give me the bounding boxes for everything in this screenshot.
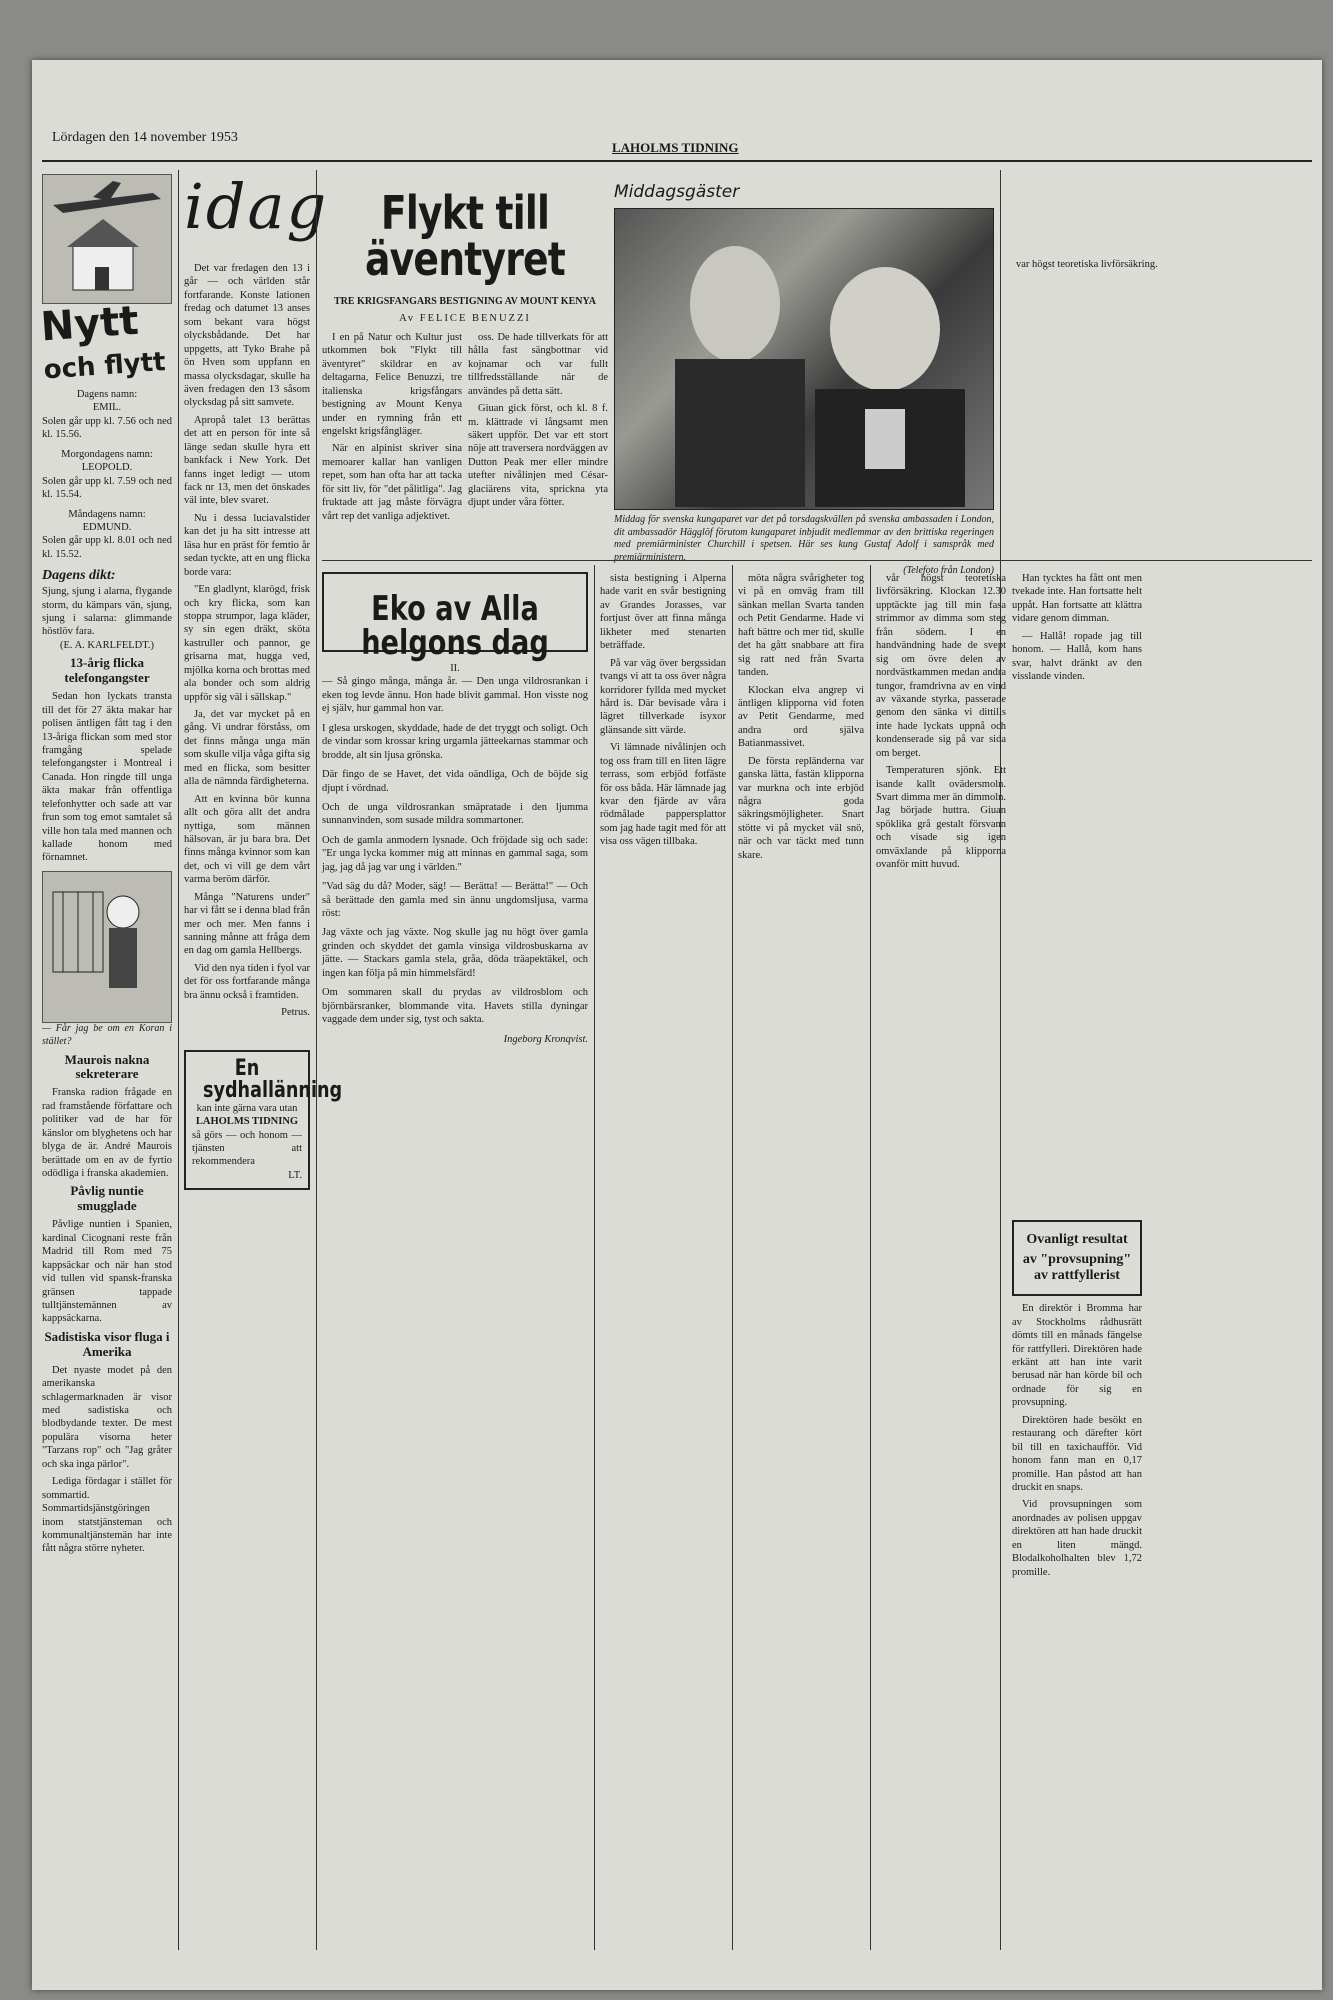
article-text: Franska radion frågade en rad framstående författare och politiker vad de har för känslor om blyghetens och har blyga de är. André Maurois berättade om en av de fyrtio odödliga i franska akademien. [42,1087,172,1179]
article-text: sista bestigning i Alperna hade varit en svår bestigning av Grandes Jorasses, var fortjust över att finna många likheter med stenarten beträffade. [600,573,726,652]
article-text: Det var fredagen den 13 i går — och världen står fortfarande. Konste lationen fredag och datumet 13 anses som bekant vara högst olycksbådande. Det har uppgetts, att Tyko Brahe på ön Hven som uppfann en massa olycksdagar, skulle ha även fredagen den 13 såsom olycksdag på sitt samvete. [184,263,310,409]
photo-middagsgaster [614,168,994,576]
article-text: På var väg över bergssidan tvangs vi att ta oss över några korridorer fyllda med mycket hård is. Där bevisade våra i lägret tillverkade isyxor glänsande sitt värde. [600,657,726,736]
article-text: Temperaturen sjönk. Ett isande kallt ovädersmoln. Svart dimma mer än dimmoln. Jag började huttra. Giuan spöklika grå gestalt försvann och visade sig igen omväxlande på klipporna ovanför mitt huvud. [876,765,1006,871]
day-name: EMIL. [92,402,122,414]
poem-stanza: — Så gingo många, många år. — Den unga vildrosrankan i eken tog levde ännu. Hon hade blivit gammal. Hon visste nog ej själv, hur gammal hon var. [322,676,588,715]
cartoon-caption: — Får jag be om en Koran i stället? [42,1022,172,1047]
article-text: Ja, det var mycket på en gång. Vi undrar förståss, om det finns många unga män som skulle vilja våga gifta sig med en flicka, som besitter alla de nämnda färdigheterna. [184,709,310,788]
article-heading: Påvlig nuntie smugglade [70,1183,144,1214]
ad-text: kan inte gärna vara utan [196,1102,298,1114]
poem-eko [322,572,588,1972]
article-text: När en alpinist skriver sina memoarer kallar han vanligen repet, som han ofta har att tacka för sitt liv, för "det pålitliga". Jag fruktade att jag måste förvägra vårt rep det vanliga adjektivet. [322,443,462,522]
article-text: En direktör i Bromma har av Stockholms rådhusrätt dömts till en månads fängelse för rattfylleri. Direktören hade erkänt att han inte varit berusad när han körde bil och ordnade för sig en provsupning. [1012,1303,1142,1409]
poem-stanza: I glesa urskogen, skyddade, hade de det tryggt och soligt. Och de vindar som krossar kring urgamla jätteekarnas stammar och brodde, alt sin ljusa grönska. [322,722,588,761]
photo-churchill-gustaf-adolf [614,208,994,510]
cartoon-illustration [42,871,172,1023]
article-text: De första repländerna var ganska lätta, fastän klipporna var murkna och inte erbjöd några goda säkringsmöjligheter. Snart stötte vi på mycket väl snö, när och var täckt med tunn skare. [738,755,864,861]
column-right-top [1006,168,1310,498]
article-text: Vi lämnade nivålinjen och tog oss fram till en liten lägre terrass, som erbjöd fotfäste för oss båda. Här lämnade jag kvar den fjärde av våra rödmålade pappersplattor som jag hade tagit med för att visa oss vägen tillbaka. [600,742,726,848]
column-rule [732,565,733,1950]
article-text: Många "Naturens under" har vi fått se i denna blad från mer och mer. Men fanns i sanning månne att fråga dem en dag om gamla Hellbergs. [184,891,310,957]
sun-time: Solen går upp kl. 7.56 och ned kl. 15.56. [42,415,172,441]
poem-stanza: "Vad säg du då? Moder, säg! — Berätta! — Berätta!" — Och så berättade den gamla med sin ännu ungdomsljusa, varma röst: [322,881,588,919]
article-text: Att en kvinna bör kunna allt och göra allt det andra nyttiga, som männen hälsovan, är ju bara bra. Det finns många kvinnor som kan det, och vi vill ge dem vårt varma beröm därför. [184,793,310,886]
dikt-author: (E. A. KARLFELDT.) [59,639,154,651]
article-text: "En gladlynt, klarögd, frisk och kry flicka, som kan stoppa strumpor, laga kläder, sy sin egen dräkt, sköta kastruller och pannor, ge grisarna mat, hugga ved, mjölka korna och brottas med ala bonder och som aldrig uppför sig väl i sällskap." [184,584,310,703]
article-text: I en på Natur och Kultur just utkommen bok "Flykt till äventyret" skildrar en av deltagarna, Felice Benuzzi, tre italienska krigsfångars bestigning av Mount Kenya under en rymning från ett engelskt krigsfångläger. [322,331,462,437]
column-rule [594,565,595,1950]
nytt-och-flytt-heading: Nytt och flytt [39,297,167,386]
flykt-subtitle: TRE KRIGSFANGARS BESTIGNING AV MOUNT KENYA [333,296,596,307]
paper-name: LAHOLMS TIDNING [612,140,739,155]
article-text: möta några svårigheter tog vi på en omväg fram till sänkan mellan Svarta tanden och Petit Gendarme. Hade vi haft bättre och mer tid, skulle det ha gått snabbare att fira sig ratt ned från Svarta tanden. [738,573,864,679]
dagens-dikt-heading: Dagens dikt: [42,568,116,584]
ovanligt-subheadline: av "provsupning" av rattfyllerist [1022,1252,1132,1284]
column-idag [184,168,343,1958]
article-text: oss. De hade tillverkats för att hålla fast sängbottnar vid kojnamar och var fullt tillfredsställande när de användes på detta sätt. [468,331,608,397]
author-signature: Petrus. [281,1007,310,1019]
poem-stanza: Och de unga vildrosrankan smäpratade i den ljumma sunnanvinden, som susade mildra sommartoner. [322,801,588,827]
article-text: Det nyaste modet på den amerikanska schlagermarknaden är visor med sadistiska och blodbydande texter. De mest populära visorna heter "Tarzans rop" och "Jag gråter och ska inga pärlor". [42,1364,172,1470]
flykt-continued-1 [600,572,726,1952]
article-text: Påvlige nuntien i Spanien, kardinal Cicognani reste från Madrid till Rom med 75 kappsäckar och när han stod vid tullen vid spansk-franska gränsen tappade tulltjänstemännen av kappsäckarna. [42,1219,172,1325]
airplane-house-illustration [42,174,172,304]
poem-part-number: II. [450,663,460,674]
sun-time: Solen går upp kl. 7.59 och ned kl. 15.54. [42,475,172,501]
idag-title: idag [184,170,329,243]
ad-text: så görs — och honom — tjänsten att rekommendera [192,1129,302,1168]
poem-stanza: Och de gamla anmodern lysnade. Och fröjdade sig och sade: "Er unga lycka kommer mig att minnas en gammal saga, som jag, jag då jag var ung i världen." [322,834,588,873]
poem-stanza: Där fingo de se Havet, det vida oändliga, Och de böjde sig djupt i vördnad. [322,769,588,794]
day-label: Morgondagens namn: [61,448,153,460]
article-flykt [322,168,608,563]
header-rule [42,160,1312,162]
article-text: Sedan hon lyckats transta till det för 27 äkta makar har polisen äntligen fått tag i den 13-åriga flickan som med stor framgång spelade telefongangster i Montreal i Canada. Hon ringde till unga äkta makar från offentliga telefonhytter och sade att var frun som tog emot samtalet så ville hon tala med mannen och kallade honom med förnamnet. [42,691,172,864]
article-text: Giuan gick först, och kl. 8 f. m. klättrade vi långsamt men säkert uppför. Det var ett stort nöje att traversera nordväggen av Dutton Peak mer eller mindre utefter nivålinjen med César-glaciärens vita, sprickna yta djupt under våra fötter. [468,403,608,509]
ovanligt-headline: Ovanligt resultat [1026,1232,1128,1247]
photo-heading: Middagsgäster [614,182,740,202]
ad-signature: LT. [288,1169,302,1181]
section-rule [322,560,1312,561]
article-heading: 13-årig flicka telefongangster [64,655,150,686]
article-text: Klockan elva angrep vi äntligen klipporna vid foten av Petit Gendarme, med andra ord själva Batianmassivet. [738,684,864,750]
article-text: vår högst teoretiska livförsäkring. Klockan 12.30 upptäckte jag till min fasa strimmor av dimma som steg från södern. I en handvändning hade de svept sig om övre delen av nordvästkammen medan andra tungor, framdrivna av en vind av växande styrka, passerade genom den sänka vi dittills inte hade lyckats uppnå och kondenserade sig på var sida om berget. [876,573,1006,759]
article-text: Apropå talet 13 berättas det att en person för inte så länge sedan skulle hyra ett bankfack i New York. Det fanns inget ledigt — utom fack nr 13, men det önskades väl inte, blev svaret. [184,414,310,507]
column-rule [178,170,179,1950]
photo-caption: Middag för svenska kungaparet var det på torsdagskvällen på svenska ambassaden i London, dit ambassadör Hägglöf förutom kungaparet inbjudit medlemmar av den brittiska regeringen med premiärminister Churchill i spetsen. Här ses kung Gustaf Adolf i samspråk med premiärministern. [614,513,994,564]
article-heading: Maurois nakna sekreterare [64,1051,150,1082]
day-name: EDMUND. [82,521,132,533]
column-rule [316,170,317,1950]
issue-date: Lördagen den 14 november 1953 [52,130,238,145]
flykt-continued-2 [738,572,864,1952]
article-text: Lediga fördagar i stället för sommartid. Sommartidsjänstgöringen inom statstjänsteman och kommunaltjänstemän har inte fått några större nyheter. [42,1476,172,1555]
article-text: Vid den nya tiden i fyol var det för oss fortfarande många bra ännu också i framtiden. [184,962,310,1001]
poem-author: Ingeborg Kronqvist. [503,1033,588,1045]
dagens-dikt-text: Sjung, sjung i alarna, flygande storm, du kämpars vän, sjung, sjung i salarna: glimmande höstlöv fara. [42,586,172,638]
article-text: Vid provsupningen som anordnades av polisen uppgav direktören att han hade druckit en liten mängd. Blodalkoholhalten blev 1,72 promille. [1012,1499,1142,1578]
flykt-headline: Flykt till äventyret [365,186,565,286]
poem-stanza: Om sommaren skall du prydas av vildrosblom och björnbärsranker, blommande vita. Havets stilla dyningar vaggade dem under sig, tyst och sakta. [322,987,588,1026]
article-text: Direktören hade besökt en restaurang och därefter kört bil till en taxichaufför. Vid honom fann man en 0,17 promille. Han påstod att han druckit en snaps. [1012,1414,1142,1493]
flykt-continued-3 [876,572,1006,1952]
ad-text: LAHOLMS TIDNING [195,1116,299,1128]
day-name: LEOPOLD. [81,462,133,474]
poem-stanza: Jag växte och jag växte. Nog skulle jag nu högt över gamla grinden och skyddet det gamla vinsiga vildrosbuskarna av jätte. — Stackars gamla stela, gråa, döda träapektäkel, och ingen kan följa på min himmelsfärd! [322,927,588,979]
sun-time: Solen går upp kl. 8.01 och ned kl. 15.52. [42,535,172,560]
article-text: Han tycktes ha fått ont men tvekade inte. Han fortsatte helt uppåt. Han fortsatte att klättra vidare genom dimman. [1012,573,1142,625]
flykt-continued-4 [1012,572,1142,1212]
day-label: Måndagens namn: [68,508,146,520]
newspaper-page [32,60,1322,1990]
ovanligt-title-box [1012,1220,1142,1296]
eko-headline: Eko av Alla helgons dag [361,589,549,663]
column-rule [870,565,871,1950]
article-heading: Sadistiska visor fluga i Amerika [44,1328,170,1359]
eko-title-box [322,572,588,663]
article-text: — Hallå! ropade jag till honom. — Hallå, kom hans svar, halvt dränkt av den visslande vinden. [1012,630,1142,683]
column-nytt-och-flytt [39,168,172,1958]
day-label: Dagens namn: [76,389,138,400]
photo-credit: (Telefoto från London) [903,564,994,576]
flykt-byline: Av FELICE BENUZZI [399,312,531,324]
article-text: Nu i dessa luciavalstider kan det ju ha sitt intresse att läsa hur en präst för femtio år sedan tyckte, att en ung flicka borde vara: [184,512,310,578]
article-ovanligt [1012,1220,1142,1970]
article-text: var högst teoretiska livförsäkring. [1016,259,1158,270]
syd-hallanning-ad [184,1050,343,1191]
ad-title: En sydhallänning [203,1055,343,1103]
